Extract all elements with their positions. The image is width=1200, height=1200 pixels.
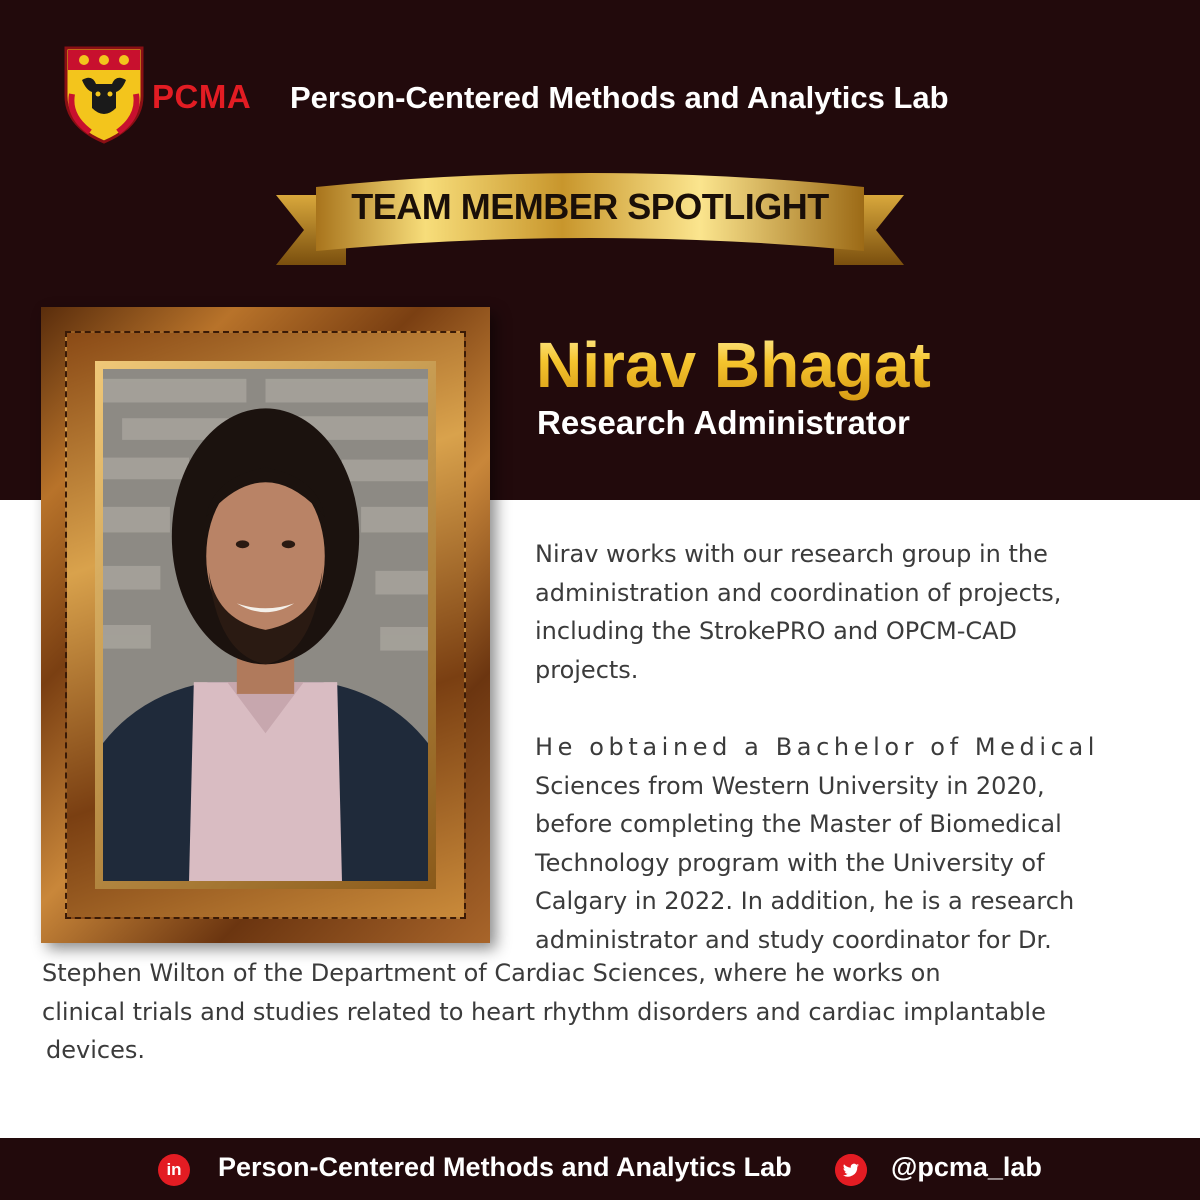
brand-abbreviation: PCMA xyxy=(152,78,252,115)
bio-paragraph-1 xyxy=(535,535,1135,689)
bio-line: administrator and study coordinator for Dr. xyxy=(535,925,1052,954)
university-crest-icon xyxy=(62,44,146,144)
bio-line: Stephen Wilton of the Department of Cardiac Sciences, where he works on xyxy=(42,959,941,987)
linkedin-icon[interactable]: in xyxy=(158,1154,190,1186)
bio-line: clinical trials and studies related to heart rhythm disorders and cardiac implantable xyxy=(42,997,1046,1026)
bio-line: before completing the Master of Biomedical xyxy=(535,810,1062,838)
linkedin-link[interactable]: Person-Centered Methods and Analytics Lab xyxy=(218,1152,792,1182)
bio-line: Calgary in 2022. In addition, he is a research xyxy=(535,887,1075,915)
member-name: Nirav Bhagat xyxy=(536,329,931,401)
bio-paragraph-2-continued xyxy=(42,954,1142,1070)
frame-molding xyxy=(65,331,466,919)
frame-inner-border xyxy=(95,361,436,889)
twitter-handle-link[interactable]: @pcma_lab xyxy=(891,1152,1042,1182)
twitter-icon[interactable] xyxy=(835,1154,867,1186)
bio-line: administration and coordination of projects, xyxy=(535,578,1062,607)
picture-frame xyxy=(41,307,490,943)
member-role: Research Administrator xyxy=(537,404,910,441)
bio-line: Technology program with the University of xyxy=(535,848,1045,877)
bio-line: He obtained a Bachelor of Medical xyxy=(535,733,1100,761)
bio-line: including the StrokePRO and OPCM-CAD xyxy=(535,617,1018,645)
bio-line: projects. xyxy=(535,655,639,684)
bio-line: devices. xyxy=(46,1036,145,1064)
bio-paragraph-2 xyxy=(535,728,1135,959)
bio-line: Sciences from Western University in 2020, xyxy=(535,771,1045,800)
bio-line: Nirav works with our research group in the xyxy=(535,540,1048,568)
spotlight-title: TEAM MEMBER SPOTLIGHT xyxy=(351,186,829,227)
portrait-photo xyxy=(103,369,428,881)
lab-name-heading: Person-Centered Methods and Analytics Lab xyxy=(290,80,949,115)
